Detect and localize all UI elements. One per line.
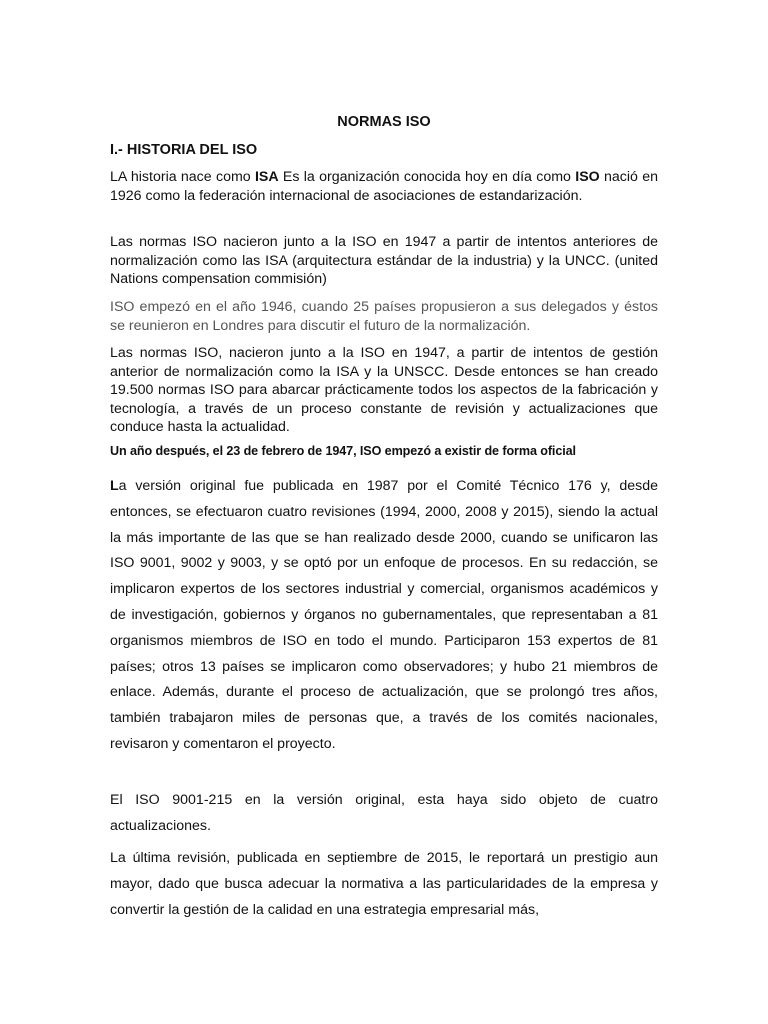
paragraph-text: nació en 1926 como la federación internacional de asociaciones de estandarización. [110,169,659,204]
paragraph-1946: ISO empezó en el año 1946, cuando 25 países propusieron a sus delegados y éstos se reunieron en Londres para discutir el futuro de la normalización. [110,299,658,334]
subheading-official-date: Un año después, el 23 de febrero de 1947, ISO empezó a existir de forma oficial [110,444,576,458]
paragraph-9001-updates: El ISO 9001-215 en la versión original, esta haya sido objeto de cuatro actualizaciones. [110,792,658,834]
paragraph-text: LA historia nace como [110,169,255,185]
paragraph-normas-count: Las normas ISO, nacieron junto a la ISO en 1947, a partir de intentos de gestión anterior de normalización como la ISA y la UNSCC. Desde entonces se han creado 19.500 normas ISO para abarcar prácticamente todos los aspectos de la fabricación y tecnología, a través de un proceso constante de revisión y actualizaciones que conduce hasta la actualidad. [110,345,658,435]
paragraph-text: a versión original fue publicada en 1987 por el Comité Técnico 176 y, desde entonces, se efectuaron cuatro revisiones (1994, 2000, 2008 y 2015), siendo la actual la más importante de las que se han realizado desde 2000, cuando se unificaron las ISO 9001, 9002 y 9003, y se optó por un enfoque de procesos. En su redacción, se implicaron expertos de los sectores industrial y comercial, organismos académicos y de investigación, gobiernos y órganos no gubernamentales, que representaban a 81 organismos miembros de ISO en todo el mundo. Participaron 153 expertos de 81 países; otros 13 países se implicaron como observadores; y hubo 21 miembros de enlace. Además, durante el proceso de actualización, que se prolongó tres años, también trabajaron miles de personas que, a través de los comités nacionales, revisaron y comentaron el proyecto. [110,478,658,752]
paragraph-normas-origin: Las normas ISO nacieron junto a la ISO en 1947 a partir de intentos anteriores de normalización como las ISA (arquitectura estándar de la industria) y la UNCC. (united Nations compensation commisión) [110,234,658,287]
paragraph-text: Es la organización conocida hoy en día como [278,169,576,185]
paragraph-version-history [110,474,658,758]
section-heading: I.- HISTORIA DEL ISO [110,142,258,158]
paragraph-isa-history [110,168,658,205]
bold-term-iso: ISO [575,169,600,185]
bold-term-isa: ISA [254,169,279,185]
drop-letter: L [110,478,119,494]
paragraph-last-revision: La última revisión, publicada en septiembre de 2015, le reportará un prestigio aun mayor, dado que busca adecuar la normativa a las particularidades de la empresa y convertir la gestión de la calidad en una estrategia empresarial más, [110,850,658,918]
document-title: NORMAS ISO [337,114,431,130]
